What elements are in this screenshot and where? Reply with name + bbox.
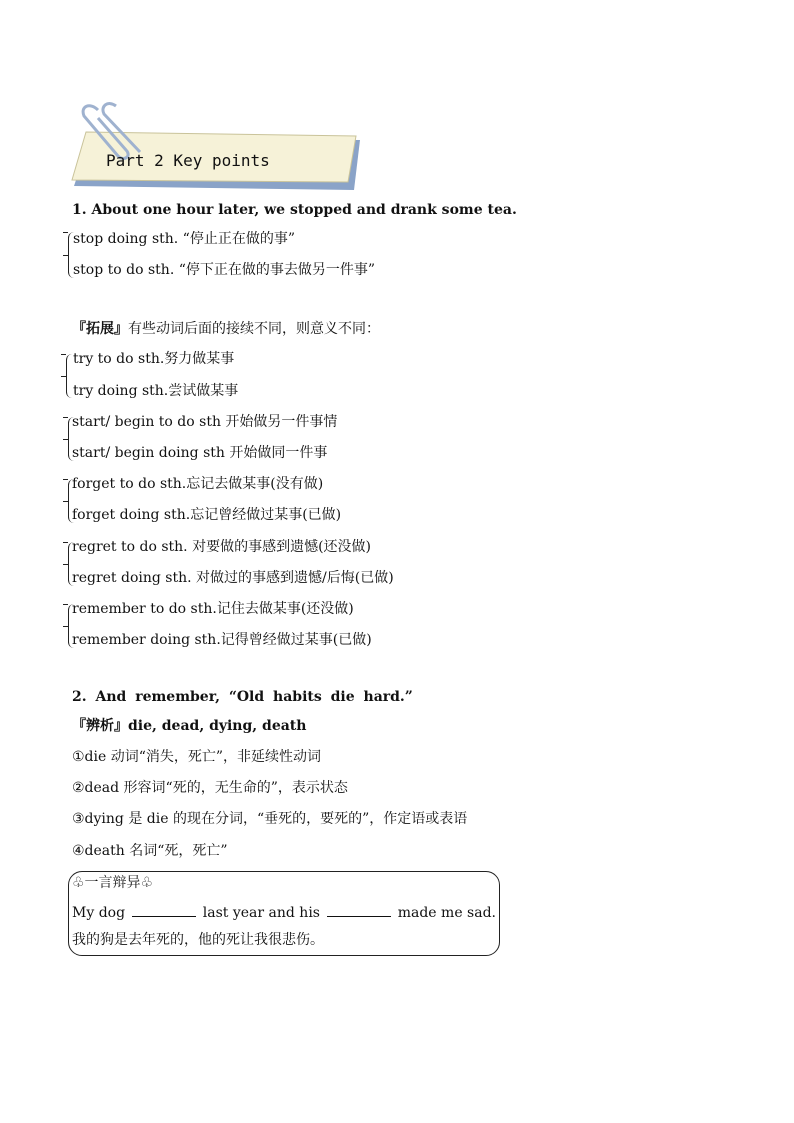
exercise-sentence	[72, 904, 496, 922]
expand-heading	[72, 320, 380, 338]
usage-line: try to do sth.努力做某事	[73, 351, 235, 367]
analysis-item: ②dead 形容词“死的，无生命的”，表示状态	[72, 780, 348, 796]
section-title: Part 2 Key points	[106, 151, 270, 170]
point2-heading: 2. And remember, “Old habits die hard.”	[72, 689, 413, 705]
usage-line: regret doing sth. 对做过的事感到遗憾/后悔(已做)	[72, 570, 394, 586]
usage-line: remember to do sth.记住去做某事(还没做)	[72, 601, 354, 617]
usage-line: try doing sth.尝试做某事	[73, 383, 239, 399]
exercise-title: ♧一言辩异♧	[72, 875, 154, 891]
usage-line: forget to do sth.忘记去做某事(没有做)	[72, 476, 324, 492]
answer-blank[interactable]	[327, 904, 391, 917]
point1-heading: 1. About one hour later, we stopped and drank some tea.	[72, 202, 517, 218]
analysis-item: ①die 动词“消失，死亡”，非延续性动词	[72, 749, 322, 765]
exercise-translation: 我的狗是去年死的，他的死让我很悲伤。	[72, 932, 324, 948]
usage-line: stop doing sth. “停止正在做的事”	[73, 231, 295, 247]
usage-line: start/ begin to do sth 开始做另一件事情	[72, 414, 338, 430]
analysis-item: ③dying 是 die 的现在分词，“垂死的，要死的”，作定语或表语	[72, 811, 468, 827]
usage-line: remember doing sth.记得曾经做过某事(已做)	[72, 632, 372, 648]
sentence-part: My dog	[72, 905, 126, 921]
sentence-part: last year and his	[202, 905, 320, 921]
sentence-part: made me sad.	[397, 905, 496, 921]
answer-blank[interactable]	[132, 904, 196, 917]
section-banner	[68, 98, 368, 193]
analysis-label: 『辨析』	[72, 718, 128, 734]
usage-line: forget doing sth.忘记曾经做过某事(已做)	[72, 507, 342, 523]
usage-line: stop to do sth. “停下正在做的事去做另一件事”	[73, 262, 376, 278]
usage-line: regret to do sth. 对要做的事感到遗憾(还没做)	[72, 539, 371, 555]
expand-label: 『拓展』	[72, 321, 128, 337]
analysis-words: die, dead, dying, death	[128, 718, 307, 734]
usage-line: start/ begin doing sth 开始做同一件事	[72, 445, 328, 461]
analysis-heading	[72, 717, 306, 735]
expand-text: 有些动词后面的接续不同，则意义不同：	[128, 321, 380, 337]
analysis-item: ④death 名词“死，死亡”	[72, 843, 228, 859]
